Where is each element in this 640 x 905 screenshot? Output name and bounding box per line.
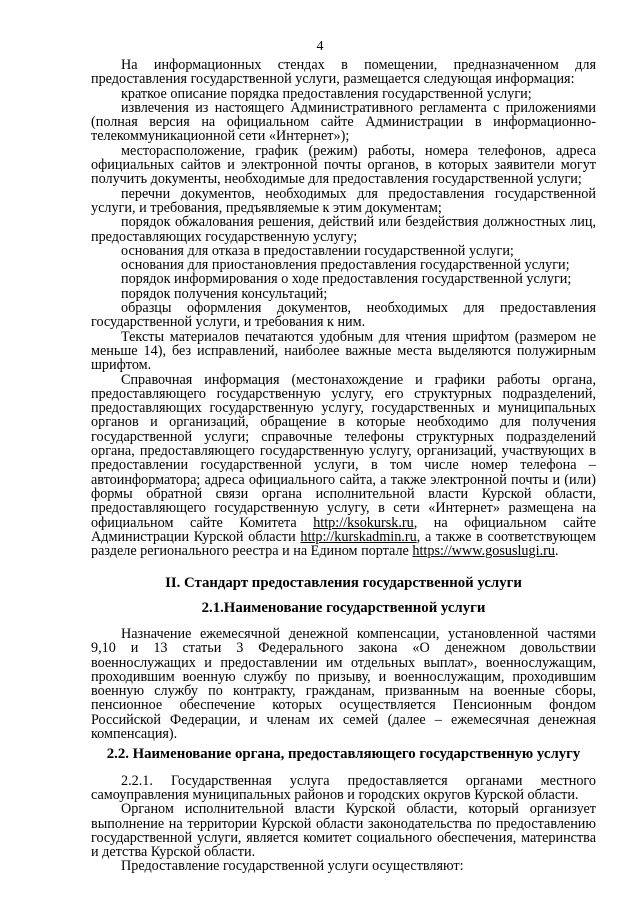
paragraph: 2.2.1. Государственная услуга предоставляется органами местного самоуправления муниципальных районов и городских округов Курской области. <box>91 772 596 803</box>
committee-site-link[interactable]: http://ksokursk.ru <box>313 514 414 531</box>
paragraph: краткое описание порядка предоставления государственной услуги; <box>121 85 532 102</box>
reference-text-1: Справочная информация (местонахождение и графики работы органа, предоставляющего государственную услугу, его структурных подразделений, предоставляющих государственную услугу, государственных и муниципальных органов и организаций, обращение в которые необходимо для получения государственной услуги; справочные телефоны структурных подразделений органа, предоставляющего государственную услугу, организаций, участвующих в предоставлении государственной услуги, в том числе номер телефона – автоинформатора; адреса официального сайта, а также электронной почты и (или) формы обратной связи органа исполнительной власти Курской области, предоставляющего государственную услугу, в сети «Интернет» размещена на официальном сайте Комитета <box>91 371 596 531</box>
service-name-paragraph: Назначение ежемесячной денежной компенсации, установленной частями 9,10 и 13 статьи 3 Федерального закона «О денежном довольствии военнослужащих и предоставлении им отдельных выплат», военнослужащим, проходившим военную службу по призыву, и военнослужащим, проходившим военную службу по контракту, гражданам, призванным на военные сборы, пенсионное обеспечение которых осуществляется Пенсионным фондом Российской Федерации, и членам их семей (далее – ежемесячная денежная компенсация). <box>91 625 596 743</box>
paragraph: Предоставление государственной услуги осуществляют: <box>121 858 464 875</box>
paragraph: основания для приостановления предоставления государственной услуги; <box>121 257 570 274</box>
paragraph: порядок обжалования решения, действий или бездействия должностных лиц, предоставляющих государственную услугу; <box>91 214 596 245</box>
administration-site-link[interactable]: http://kurskadmin.ru <box>300 528 417 545</box>
paragraph: Органом исполнительной власти Курской области, который организует выполнение на территории Курской области законодательства по предоставлению государственной услуги, является комитет социального обеспечения, материнства и детства Курской области. <box>91 801 596 861</box>
paragraph: основания для отказа в предоставлении государственной услуги; <box>121 242 514 259</box>
subsection-title: 2.2. Наименование органа, предоставляющего государственную услугу <box>106 746 581 763</box>
paragraph: порядок информирования о ходе предоставления государственной услуги; <box>121 271 572 288</box>
paragraph: образцы оформления документов, необходимых для предоставления государственной услуги, и требования к ним. <box>91 300 596 331</box>
subsection-title: 2.1.Наименование государственной услуги <box>201 599 486 616</box>
page-number: 4 <box>316 39 324 54</box>
paragraph: извлечения из настоящего Административного регламента с приложениями (полная версия на официальном сайте Администрации в информационно-телекоммуникационной сети «Интернет»); <box>91 99 596 145</box>
paragraph: месторасположение, график (режим) работы, номера телефонов, адреса официальных сайтов и электронной почты органов, в которых заявители могут получить документы, необходимые для предоставления государственной услуги; <box>91 142 596 188</box>
section-title: II. Стандарт предоставления государственной услуги <box>165 575 522 592</box>
paragraph: перечни документов, необходимых для предоставления государственной услуги, и требования, предъявляемые к этим документам; <box>91 185 596 216</box>
reference-text-2: , на официальном сайте Администрации Курской области <box>91 514 596 545</box>
paragraph: порядок получения консультаций; <box>121 285 328 302</box>
reference-text-3: , а также в соответствующем разделе регионального реестра и на Едином портале <box>91 528 596 560</box>
reference-info-paragraph <box>91 373 596 559</box>
reference-text-4: . <box>554 543 559 560</box>
gosuslugi-link[interactable]: https://www.gosuslugi.ru <box>412 543 555 560</box>
paragraph: На информационных стендах в помещении, предназначенном для предоставления государственной услуги, размещается следующая информация: <box>91 57 596 88</box>
paragraph: Тексты материалов печатаются удобным для чтения шрифтом (размером не меньше 14), без исправлений, наиболее важные места выделяются полужирным шрифтом. <box>91 328 596 374</box>
document-body <box>91 58 596 874</box>
